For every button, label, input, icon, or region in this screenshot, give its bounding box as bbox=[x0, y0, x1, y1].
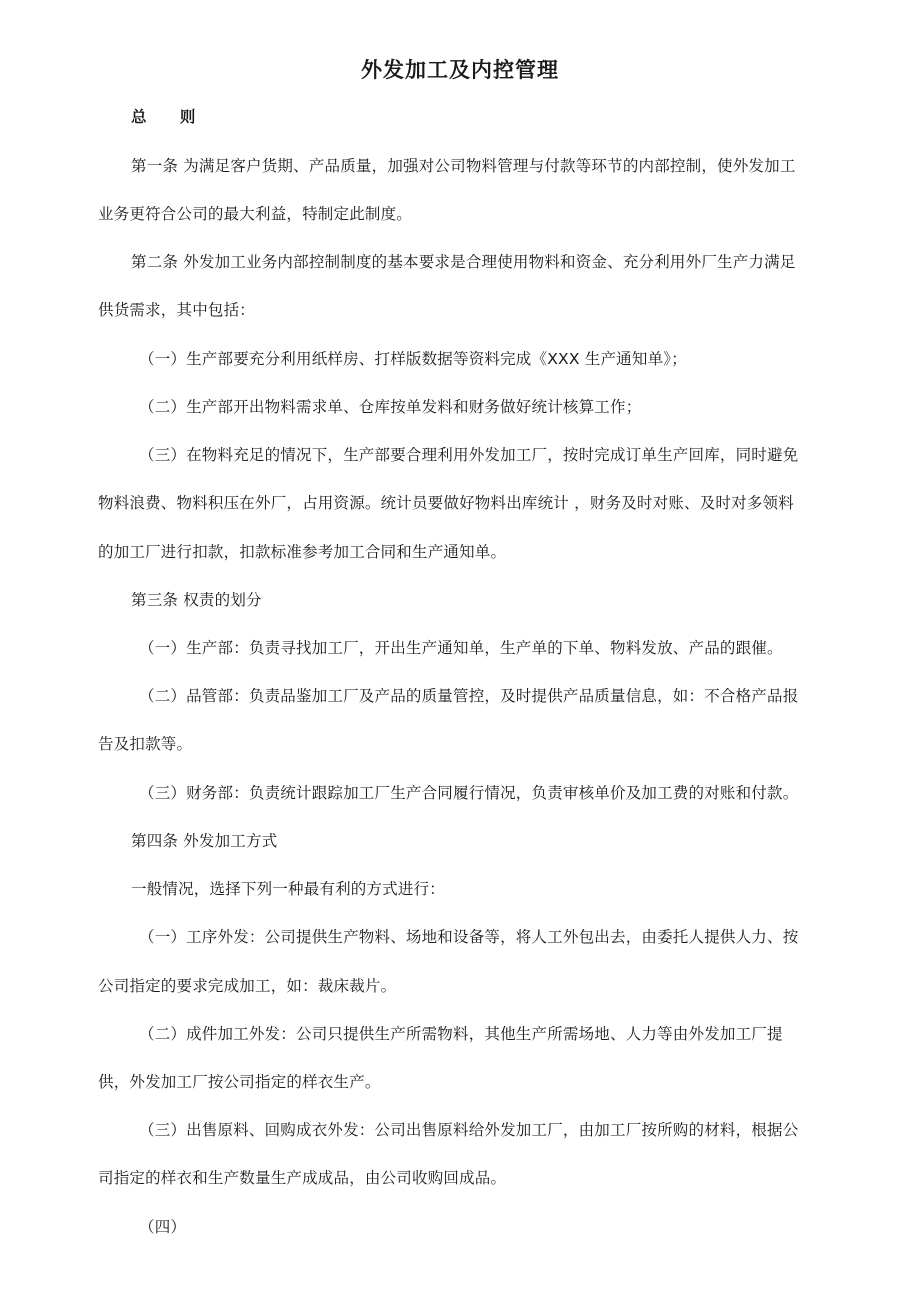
document-title: 外发加工及内控管理 bbox=[361, 58, 559, 82]
list-item-4-1-line-1: （一）工序外发：公司提供生产物料、场地和设备等，将人工外包出去，由委托人提供人力、按 bbox=[139, 928, 799, 946]
list-item-3-2-line-1: （二）品管部：负责品鉴加工厂及产品的质量管控，及时提供产品质量信息，如：不合格产品报 bbox=[139, 687, 799, 705]
paragraph-article-1-line-1: 第一条 为满足客户货期、产品质量，加强对公司物料管理与付款等环节的内部控制，使外发加工 bbox=[131, 157, 796, 175]
paragraph-article-2-line-1: 第二条 外发加工业务内部控制制度的基本要求是合理使用物料和资金、充分利用外厂生产力满足 bbox=[131, 253, 796, 271]
paragraph-article-4-intro: 一般情况，选择下列一种最有利的方式进行： bbox=[131, 880, 446, 898]
list-item-2-2: （二）生产部开出物料需求单、仓库按单发料和财务做好统计核算工作； bbox=[139, 398, 642, 416]
list-item-4-1-line-2: 公司指定的要求完成加工，如：裁床裁片。 bbox=[98, 977, 397, 995]
list-item-4-2-line-2: 供，外发加工厂按公司指定的样衣生产。 bbox=[98, 1073, 381, 1091]
section-heading-general: 总 则 bbox=[131, 108, 210, 126]
paragraph-article-3: 第三条 权责的划分 bbox=[131, 591, 262, 609]
list-item-4-4: （四） bbox=[139, 1218, 187, 1236]
list-item-3-2-line-2: 告及扣款等。 bbox=[98, 735, 193, 753]
list-item-3-1: （一）生产部：负责寻找加工厂，开出生产通知单，生产单的下单、物料发放、产品的跟催。 bbox=[139, 639, 783, 657]
list-item-2-3-line-3: 的加工厂进行扣款，扣款标准参考加工合同和生产通知单。 bbox=[98, 543, 507, 561]
paragraph-article-2-line-2: 供货需求，其中包括： bbox=[98, 301, 256, 319]
paragraph-article-1-line-2: 业务更符合公司的最大利益，特制定此制度。 bbox=[98, 205, 413, 223]
paragraph-article-4: 第四条 外发加工方式 bbox=[131, 832, 278, 850]
list-item-2-1: （一）生产部要充分利用纸样房、打样版数据等资料完成《XXX 生产通知单》； bbox=[139, 350, 687, 368]
list-item-3-3: （三）财务部：负责统计跟踪加工厂生产合同履行情况，负责审核单价及加工费的对账和付款。 bbox=[139, 784, 799, 802]
list-item-2-3-line-2: 物料浪费、物料积压在外厂，占用资源。统计员要做好物料出库统计 ，财务及时对账、及时对多领料 bbox=[98, 494, 794, 512]
list-item-2-3-line-1: （三）在物料充足的情况下，生产部要合理利用外发加工厂，按时完成订单生产回库，同时避免 bbox=[139, 446, 799, 464]
list-item-4-3-line-1: （三）出售原料、回购成衣外发：公司出售原料给外发加工厂，由加工厂按所购的材料，根据公 bbox=[139, 1121, 799, 1139]
list-item-4-3-line-2: 司指定的样衣和生产数量生产成成品，由公司收购回成品。 bbox=[98, 1169, 507, 1187]
list-item-4-2-line-1: （二）成件加工外发：公司只提供生产所需物料，其他生产所需场地、人力等由外发加工厂提 bbox=[139, 1025, 783, 1043]
